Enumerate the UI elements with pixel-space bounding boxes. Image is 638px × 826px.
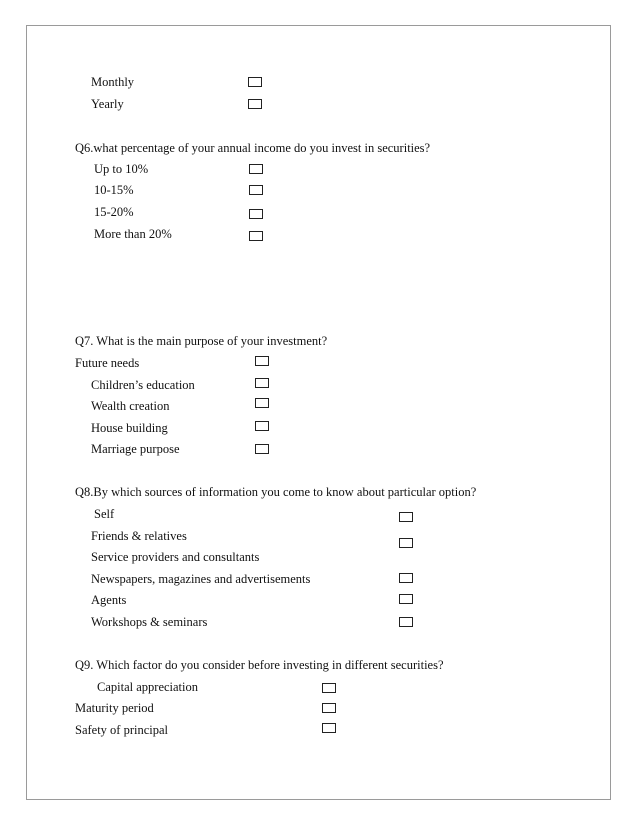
option-checkbox[interactable] [249, 209, 263, 219]
option-checkbox[interactable] [248, 99, 262, 109]
option-checkbox[interactable] [255, 398, 269, 408]
option-checkbox[interactable] [399, 512, 413, 522]
option-label: Up to 10% [94, 162, 149, 176]
option-checkbox[interactable] [399, 594, 413, 604]
option-label: Newspapers, magazines and advertisements [91, 572, 311, 586]
option-checkbox[interactable] [248, 77, 262, 87]
option-checkbox[interactable] [249, 164, 263, 174]
option-checkbox[interactable] [399, 617, 413, 627]
option-label: Self [94, 507, 115, 521]
question-q9: Q9. Which factor do you consider before investing in different securities? [75, 658, 444, 672]
option-label: Marriage purpose [91, 442, 180, 456]
option-label: Monthly [91, 75, 135, 89]
option-label: Wealth creation [91, 399, 170, 413]
option-label: Capital appreciation [97, 680, 199, 694]
option-label: Yearly [91, 97, 124, 111]
option-label: House building [91, 421, 168, 435]
option-checkbox[interactable] [249, 231, 263, 241]
question-q6: Q6.what percentage of your annual income do you invest in securities? [75, 141, 431, 155]
option-label: Agents [91, 593, 127, 607]
option-label: Maturity period [75, 701, 154, 715]
option-checkbox[interactable] [255, 421, 269, 431]
option-label: Future needs [75, 356, 140, 370]
question-q8: Q8.By which sources of information you come to know about particular option? [75, 485, 477, 499]
option-label: Friends & relatives [91, 529, 187, 543]
option-checkbox[interactable] [322, 723, 336, 733]
option-label: More than 20% [94, 227, 172, 241]
option-checkbox[interactable] [399, 538, 413, 548]
option-label: Safety of principal [75, 723, 169, 737]
option-checkbox[interactable] [255, 378, 269, 388]
option-checkbox[interactable] [255, 356, 269, 366]
option-checkbox[interactable] [399, 573, 413, 583]
option-label: 10-15% [94, 183, 134, 197]
option-checkbox[interactable] [322, 683, 336, 693]
question-q7: Q7. What is the main purpose of your investment? [75, 334, 328, 348]
option-label: Service providers and consultants [91, 550, 260, 564]
option-checkbox[interactable] [322, 703, 336, 713]
option-label: Children’s education [91, 378, 195, 392]
option-label: 15-20% [94, 205, 134, 219]
option-checkbox[interactable] [255, 444, 269, 454]
option-checkbox[interactable] [249, 185, 263, 195]
option-label: Workshops & seminars [91, 615, 208, 629]
